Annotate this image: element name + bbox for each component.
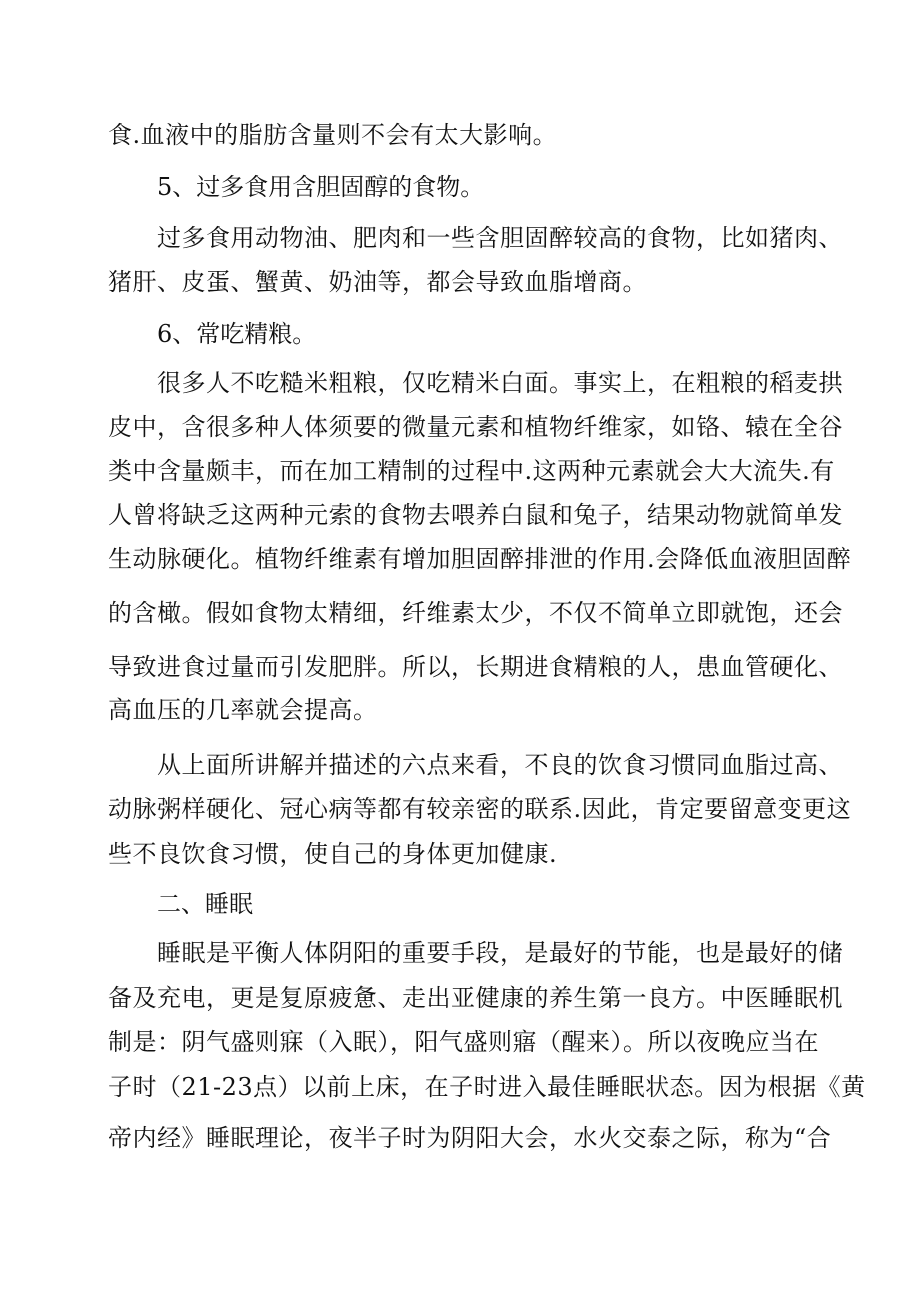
body-text-line: 子时（21-23点）以前上床，在子时进入最佳睡眠状态。因为根据《黄: [108, 1073, 866, 1101]
body-text-line: 类中含量颇丰，而在加工精制的过程中.这两种元素就会大大流失.有: [108, 457, 835, 485]
body-text-line: 很多人不吃糙米粗粮，仅吃精米白面。事实上，在粗粮的稻麦拱: [157, 369, 843, 397]
body-text-line: 猪肝、皮蛋、蟹黄、奶油等，都会导致血脂增商。: [108, 268, 647, 296]
body-text-line: 食.血液中的脂肪含量则不会有太大影响。: [108, 121, 558, 149]
body-text-line: 导致进食过量而引发肥胖。所以，长期进食精粮的人，患血管硬化、: [108, 653, 843, 681]
body-text-line: 些不良饮食习惯，使自己的身体更加健康.: [108, 840, 558, 868]
body-text-line: 皮中，含很多种人体须要的微量元素和植物纤维家，如铬、辕在全谷: [108, 413, 843, 441]
section-heading-6: 6、常吃精粮。: [157, 320, 317, 348]
body-text-line: 生动脉硬化。植物纤维素有增加胆固醉排泄的作用.会降低血液胆固醉: [108, 545, 852, 573]
body-text-line: 从上面所讲解并描述的六点来看，不良的饮食习惯同血脂过高、: [157, 751, 843, 779]
section-heading-sleep: 二、睡眠: [157, 890, 253, 918]
body-text-line: 的含橄。假如食物太精细，纤维素太少，不仅不简单立即就饱，还会: [108, 599, 843, 627]
body-text-line: 高血压的几率就会提高。: [108, 696, 378, 724]
body-text-line: 过多食用动物油、肥肉和一些含胆固醉较高的食物，比如猪肉、: [157, 224, 843, 252]
body-text-line: 制是：阴气盛则寐（入眠），阳气盛则寤（醒来）。所以夜晚应当在: [108, 1028, 819, 1056]
section-heading-5: 5、过多食用含胆固醇的食物。: [157, 173, 485, 201]
body-text-line: 备及充电，更是复原疲惫、走出亚健康的养生第一良方。中医睡眠机: [108, 984, 843, 1012]
body-text-line: 帝内经》睡眠理论，夜半子时为阴阳大会，水火交泰之际，称为“合: [108, 1124, 832, 1152]
body-text-line: 睡眠是平衡人体阴阳的重要手段，是最好的节能，也是最好的储: [157, 939, 843, 967]
body-text-line: 动脉粥样硬化、冠心病等都有较亲密的联系.因此，肯定要留意变更这: [108, 795, 852, 823]
body-text-line: 人曾将缺乏这两种元索的食物去喂养白鼠和兔子，结果动物就简单发: [108, 501, 843, 529]
